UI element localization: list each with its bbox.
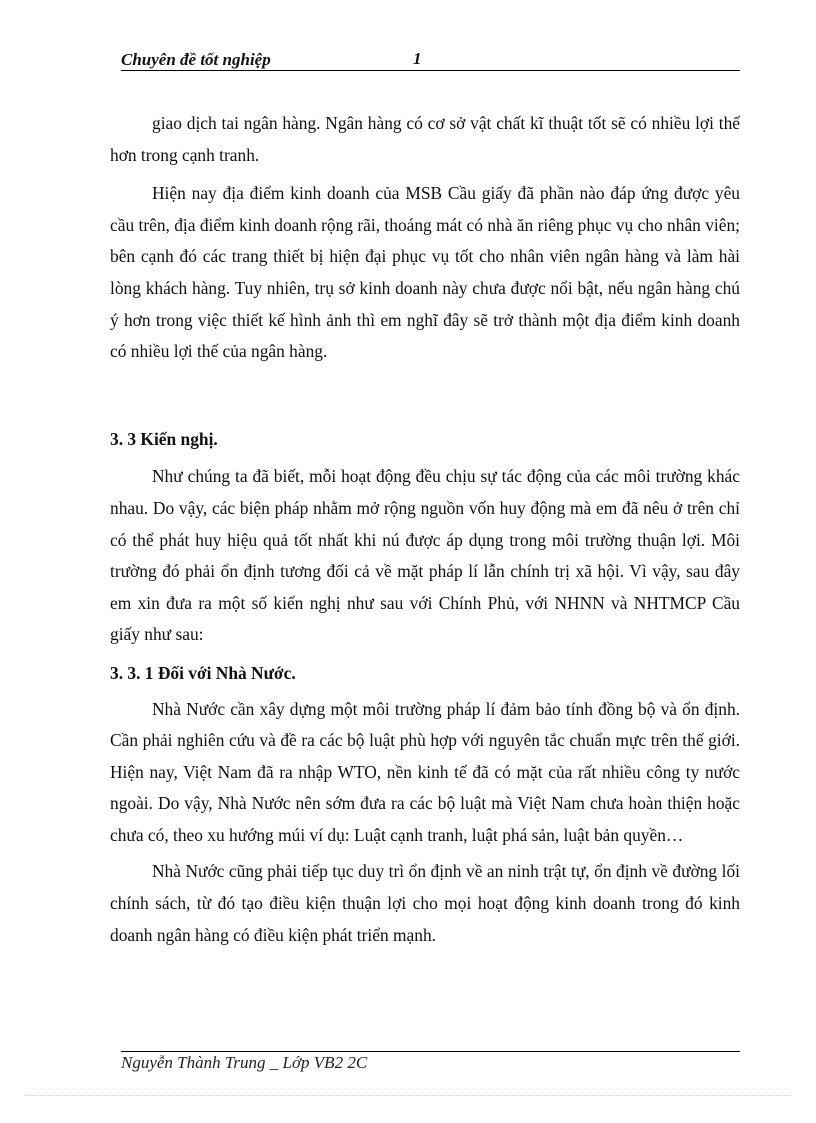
section-heading-3-3-1: 3. 3. 1 Đối với Nhà Nước. xyxy=(110,662,296,683)
footer-divider xyxy=(121,1051,740,1052)
paragraph-4: Nhà Nước cần xây dựng một môi trường pháp lí đảm bảo tính đồng bộ và ổn định. Cần phải nghiên cứu và đề ra các bộ luật phù hợp với nguyên tắc chuẩn mực trên thế giới. Hiện nay, Việt Nam đã ra nhập WTO, nền kinh tế đã có mặt của rất nhiều công ty nước ngoài. Do vậy, Nhà Nước nên sớm đưa ra các bộ luật mà Việt Nam chưa hoàn thiện hoặc chưa có, theo xu hướng múi ví dụ: Luật cạnh tranh, luật phá sản, luật bản quyền… xyxy=(110,698,740,845)
paragraph-5: Nhà Nước cũng phải tiếp tục duy trì ổn định về an ninh trật tự, ổn định về đường lối chính sách, từ đó tạo điều kiện thuận lợi cho mọi hoạt động kinh doanh trong đó kinh doanh ngân hàng có điều kiện phát triển mạnh. xyxy=(110,861,740,945)
page-number: 1 xyxy=(413,49,422,68)
document-body xyxy=(110,108,740,951)
paragraph-2: Hiện nay địa điểm kinh doanh của MSB Cầu giấy đã phần nào đáp ứng được yêu cầu trên, địa điểm kinh doanh rộng rãi, thoáng mát có nhà ăn riêng phục vụ cho nhân viên; bên cạnh đó các trang thiết bị hiện đại phục vụ tốt cho nhân viên ngân hàng và làm hài lòng khách hàng. Tuy nhiên, trụ sở kinh doanh này chưa được nổi bật, nếu ngân hàng chú ý hơn trong việc thiết kế hình ảnh thì em nghĩ đây sẽ trở thành một địa điểm kinh doanh có nhiều lợi thế của ngân hàng. xyxy=(110,183,740,362)
section-heading-3-3: 3. 3 Kiến nghị. xyxy=(110,428,218,449)
page-header xyxy=(121,48,740,71)
document-title: Chuyên đề tốt nghiệp xyxy=(121,50,271,69)
paragraph-3: Như chúng ta đã biết, mỗi hoạt động đều chịu sự tác động của các môi trường khác nhau. Do vậy, các biện pháp nhằm mở rộng nguồn vốn huy động mà em đã nêu ở trên chỉ có thể phát huy hiệu quả tốt nhất khi nú được áp dụng trong môi trường thuận lợi. Môi trường đó phải ổn định tương đối cả về mặt pháp lí lẫn chính trị xã hội. Vì vậy, sau đây em xin đưa ra một số kiến nghị như sau với Chính Phủ, với NHNN và NHTMCP Cầu giấy như sau: xyxy=(110,466,740,645)
paragraph-1: giao dịch tai ngân hàng. Ngân hàng có cơ sở vật chất kĩ thuật tốt sẽ có nhiều lợi thế hơn trong cạnh tranh. xyxy=(110,113,740,165)
page-footer: Nguyễn Thành Trung _ Lớp VB2 2C xyxy=(121,1053,368,1072)
page-edge-divider xyxy=(25,1095,791,1096)
